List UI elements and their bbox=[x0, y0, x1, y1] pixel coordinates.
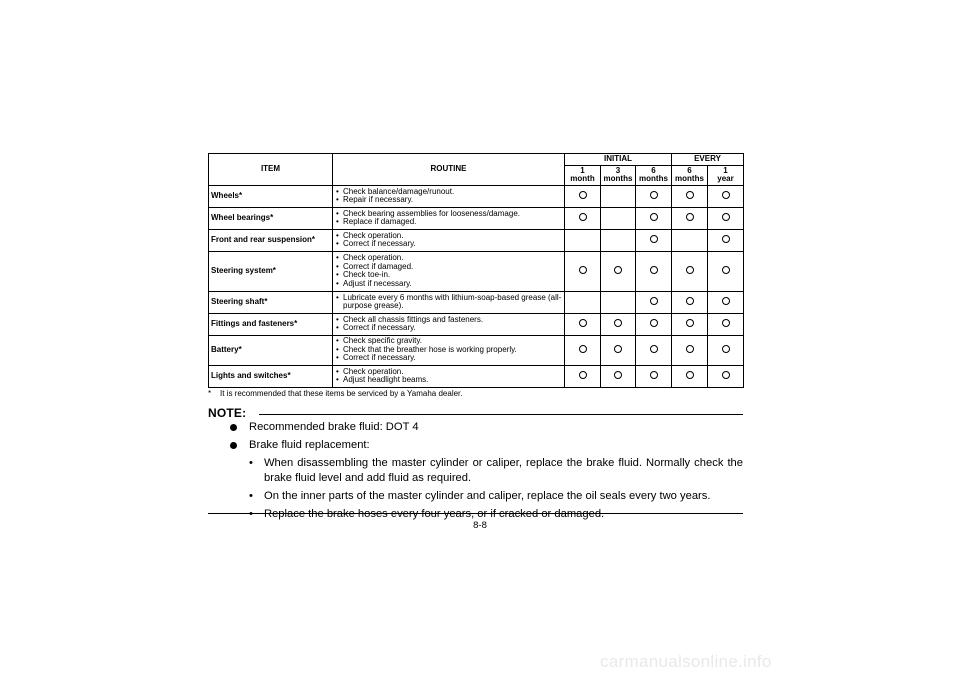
footnote-text: It is recommended that these items be serviced by a Yamaha dealer. bbox=[220, 389, 463, 398]
footnote-star: * bbox=[208, 389, 212, 398]
routine-step: • Repair if necessary. bbox=[335, 196, 562, 205]
routine-step: • Correct if necessary. bbox=[335, 324, 562, 333]
interval-cell bbox=[672, 207, 708, 229]
interval-cell bbox=[672, 335, 708, 365]
note-subitem-text: On the inner parts of the master cylinder and caliper, replace the oil seals every two years. bbox=[264, 490, 711, 502]
service-circle-icon bbox=[650, 191, 658, 199]
interval-cell bbox=[565, 229, 601, 251]
header-interval: 1 year bbox=[708, 165, 744, 185]
interval-cell bbox=[636, 229, 672, 251]
table-row bbox=[209, 251, 744, 291]
interval-cell bbox=[672, 229, 708, 251]
note-item bbox=[208, 438, 743, 453]
service-circle-icon bbox=[722, 191, 730, 199]
routine-step: • Check toe-in. bbox=[335, 271, 562, 280]
service-circle-icon bbox=[579, 345, 587, 353]
service-circle-icon bbox=[650, 213, 658, 221]
service-circle-icon bbox=[650, 319, 658, 327]
interval-cell bbox=[601, 229, 636, 251]
routine-step: • Lubricate every 6 months with lithium-soap-based grease (all-purpose grease). bbox=[335, 294, 562, 311]
service-circle-icon bbox=[614, 371, 622, 379]
row-item: Wheel bearings* bbox=[209, 207, 333, 229]
header-interval: 6 months bbox=[636, 165, 672, 185]
interval-cell bbox=[672, 291, 708, 313]
bullet-icon: • bbox=[249, 508, 253, 520]
interval-cell bbox=[601, 335, 636, 365]
table-row bbox=[209, 335, 744, 365]
footnote bbox=[208, 389, 463, 398]
row-item: Battery* bbox=[209, 335, 333, 365]
page-number: 8-8 bbox=[473, 520, 487, 531]
service-circle-icon bbox=[686, 319, 694, 327]
service-circle-icon bbox=[650, 235, 658, 243]
row-routine bbox=[333, 335, 565, 365]
service-circle-icon bbox=[579, 213, 587, 221]
header-interval: 3 months bbox=[601, 165, 636, 185]
header-interval: 6 months bbox=[672, 165, 708, 185]
interval-cell bbox=[636, 251, 672, 291]
service-circle-icon bbox=[686, 213, 694, 221]
row-item: Wheels* bbox=[209, 185, 333, 207]
service-circle-icon bbox=[614, 345, 622, 353]
header-interval: 1 month bbox=[565, 165, 601, 185]
service-circle-icon bbox=[579, 319, 587, 327]
round-bullet-icon bbox=[230, 442, 237, 449]
interval-cell bbox=[708, 229, 744, 251]
interval-cell bbox=[708, 251, 744, 291]
routine-step: • Correct if necessary. bbox=[335, 240, 562, 249]
interval-cell bbox=[565, 185, 601, 207]
service-circle-icon bbox=[722, 345, 730, 353]
row-routine bbox=[333, 251, 565, 291]
routine-step: • Check bearing assemblies for looseness/damage. bbox=[335, 210, 562, 219]
interval-cell bbox=[601, 185, 636, 207]
service-circle-icon bbox=[579, 371, 587, 379]
routine-step: • Replace if damaged. bbox=[335, 218, 562, 227]
routine-step: • Check that the breather hose is working properly. bbox=[335, 346, 562, 355]
routine-step: • Correct if necessary. bbox=[335, 354, 562, 363]
interval-cell bbox=[672, 365, 708, 387]
service-circle-icon bbox=[686, 191, 694, 199]
maintenance-schedule-table bbox=[208, 153, 744, 388]
service-circle-icon bbox=[650, 371, 658, 379]
table-row bbox=[209, 229, 744, 251]
interval-cell bbox=[601, 313, 636, 335]
row-routine bbox=[333, 229, 565, 251]
routine-step: • Check operation. bbox=[335, 254, 562, 263]
service-circle-icon bbox=[650, 297, 658, 305]
interval-cell bbox=[708, 291, 744, 313]
service-circle-icon bbox=[722, 266, 730, 274]
interval-cell bbox=[672, 185, 708, 207]
note-body bbox=[208, 420, 743, 525]
interval-cell bbox=[565, 365, 601, 387]
service-circle-icon bbox=[579, 191, 587, 199]
routine-step: • Check operation. bbox=[335, 232, 562, 241]
routine-step: • Correct if damaged. bbox=[335, 263, 562, 272]
table-row bbox=[209, 185, 744, 207]
interval-cell bbox=[565, 313, 601, 335]
service-circle-icon bbox=[686, 266, 694, 274]
service-circle-icon bbox=[722, 297, 730, 305]
note-subitem bbox=[208, 489, 743, 504]
service-circle-icon bbox=[722, 213, 730, 221]
note-subitem-text: Replace the brake hoses every four years, or if cracked or damaged. bbox=[264, 508, 605, 520]
bullet-icon: • bbox=[249, 457, 253, 469]
row-item: Steering system* bbox=[209, 251, 333, 291]
interval-cell bbox=[636, 335, 672, 365]
interval-cell bbox=[672, 251, 708, 291]
service-circle-icon bbox=[686, 371, 694, 379]
table-row bbox=[209, 291, 744, 313]
service-circle-icon bbox=[722, 235, 730, 243]
interval-cell bbox=[601, 207, 636, 229]
round-bullet-icon bbox=[230, 424, 237, 431]
interval-cell bbox=[672, 313, 708, 335]
row-item: Lights and switches* bbox=[209, 365, 333, 387]
service-circle-icon bbox=[722, 319, 730, 327]
interval-cell bbox=[636, 291, 672, 313]
routine-step: • Check specific gravity. bbox=[335, 337, 562, 346]
note-subitem bbox=[208, 456, 743, 486]
routine-step: • Check balance/damage/runout. bbox=[335, 188, 562, 197]
note-subitem-text: When disassembling the master cylinder or caliper, replace the brake fluid. Normally check the brake fluid level and add fluid as required. bbox=[264, 457, 743, 484]
row-item: Front and rear suspension* bbox=[209, 229, 333, 251]
row-routine bbox=[333, 291, 565, 313]
interval-cell bbox=[565, 291, 601, 313]
row-routine bbox=[333, 207, 565, 229]
interval-cell bbox=[565, 335, 601, 365]
service-circle-icon bbox=[650, 266, 658, 274]
bullet-icon: • bbox=[249, 490, 253, 502]
row-routine bbox=[333, 313, 565, 335]
note-item bbox=[208, 420, 743, 435]
interval-cell bbox=[708, 335, 744, 365]
watermark: carmanualsonline.info bbox=[600, 652, 772, 671]
interval-cell bbox=[708, 185, 744, 207]
interval-cell bbox=[565, 207, 601, 229]
routine-step: • Check operation. bbox=[335, 368, 562, 377]
bottom-rule bbox=[208, 513, 743, 514]
note-divider bbox=[259, 414, 743, 415]
note-heading: NOTE: bbox=[208, 406, 247, 420]
interval-cell bbox=[636, 313, 672, 335]
service-circle-icon bbox=[614, 319, 622, 327]
routine-step: • Adjust headlight beams. bbox=[335, 376, 562, 385]
interval-cell bbox=[601, 365, 636, 387]
header-item: ITEM bbox=[209, 154, 333, 186]
row-item: Steering shaft* bbox=[209, 291, 333, 313]
interval-cell bbox=[708, 365, 744, 387]
service-circle-icon bbox=[686, 297, 694, 305]
interval-cell bbox=[636, 365, 672, 387]
table-row bbox=[209, 313, 744, 335]
service-circle-icon bbox=[579, 266, 587, 274]
interval-cell bbox=[636, 207, 672, 229]
service-circle-icon bbox=[650, 345, 658, 353]
interval-cell bbox=[601, 251, 636, 291]
interval-cell bbox=[708, 207, 744, 229]
row-routine bbox=[333, 365, 565, 387]
note-item-text: Recommended brake fluid: DOT 4 bbox=[249, 421, 419, 433]
interval-cell bbox=[636, 185, 672, 207]
table-row bbox=[209, 207, 744, 229]
routine-step: • Adjust if necessary. bbox=[335, 280, 562, 289]
row-item: Fittings and fasteners* bbox=[209, 313, 333, 335]
header-initial: INITIAL bbox=[565, 154, 672, 166]
interval-cell bbox=[601, 291, 636, 313]
note-item-text: Brake fluid replacement: bbox=[249, 439, 370, 451]
interval-cell bbox=[565, 251, 601, 291]
interval-cell bbox=[708, 313, 744, 335]
table-row bbox=[209, 365, 744, 387]
service-circle-icon bbox=[614, 266, 622, 274]
service-circle-icon bbox=[686, 345, 694, 353]
routine-step: • Check all chassis fittings and fasteners. bbox=[335, 316, 562, 325]
service-circle-icon bbox=[722, 371, 730, 379]
header-routine: ROUTINE bbox=[333, 154, 565, 186]
row-routine bbox=[333, 185, 565, 207]
header-every: EVERY bbox=[672, 154, 744, 166]
